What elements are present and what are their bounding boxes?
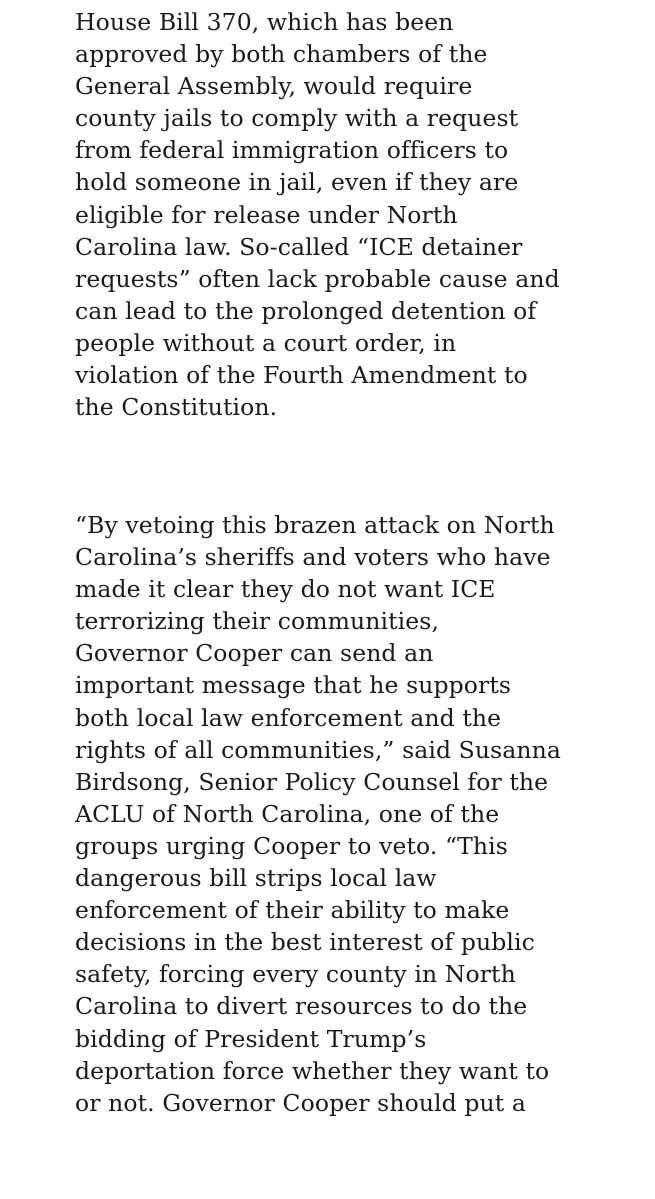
text-line: the Constitution.: [75, 393, 278, 422]
paragraph-house-bill-370: [75, 6, 650, 423]
text-line: or not. Governor Cooper should put a: [75, 1088, 526, 1117]
text-line: ACLU of North Carolina, one of the: [75, 799, 500, 828]
text-line: Governor Cooper can send an: [75, 639, 434, 668]
text-line: eligible for release under North: [75, 200, 458, 229]
text-line: can lead to the prolonged detention of: [75, 296, 537, 325]
text-line: groups urging Cooper to veto. “This: [75, 831, 508, 860]
text-line: House Bill 370, which has been: [75, 8, 454, 36]
text-line: safety, forcing every county in North: [75, 960, 516, 989]
text-line: dangerous bill strips local law: [75, 864, 437, 893]
text-line: General Assembly, would require: [75, 72, 473, 101]
text-line: terrorizing their communities,: [75, 607, 440, 636]
text-line: important message that he supports: [75, 671, 512, 700]
text-line: “By vetoing this brazen attack on North: [75, 511, 555, 539]
text-line: violation of the Fourth Amendment to: [75, 361, 528, 390]
text-line: requests” often lack probable cause and: [75, 264, 560, 293]
text-line: county jails to comply with a request: [75, 104, 519, 133]
text-line: approved by both chambers of the: [75, 40, 488, 69]
text-line: rights of all communities,” said Susanna: [75, 735, 561, 764]
text-line: made it clear they do not want ICE: [75, 575, 496, 604]
text-line: Carolina’s sheriffs and voters who have: [75, 543, 551, 572]
paragraph-birdsong-quote: [75, 509, 650, 1119]
text-line: Carolina to divert resources to do the: [75, 992, 528, 1021]
text-line: decisions in the best interest of public: [75, 928, 535, 957]
text-line: hold someone in jail, even if they are: [75, 168, 519, 197]
text-line: people without a court order, in: [75, 328, 457, 357]
text-line: deportation force whether they want to: [75, 1056, 550, 1085]
text-line: Carolina law. So-called “ICE detainer: [75, 232, 523, 261]
text-line: from federal immigration officers to: [75, 136, 509, 165]
text-line: enforcement of their ability to make: [75, 896, 510, 925]
text-line: Birdsong, Senior Policy Counsel for the: [75, 767, 549, 796]
text-line: both local law enforcement and the: [75, 703, 502, 732]
text-line: bidding of President Trump’s: [75, 1024, 427, 1053]
